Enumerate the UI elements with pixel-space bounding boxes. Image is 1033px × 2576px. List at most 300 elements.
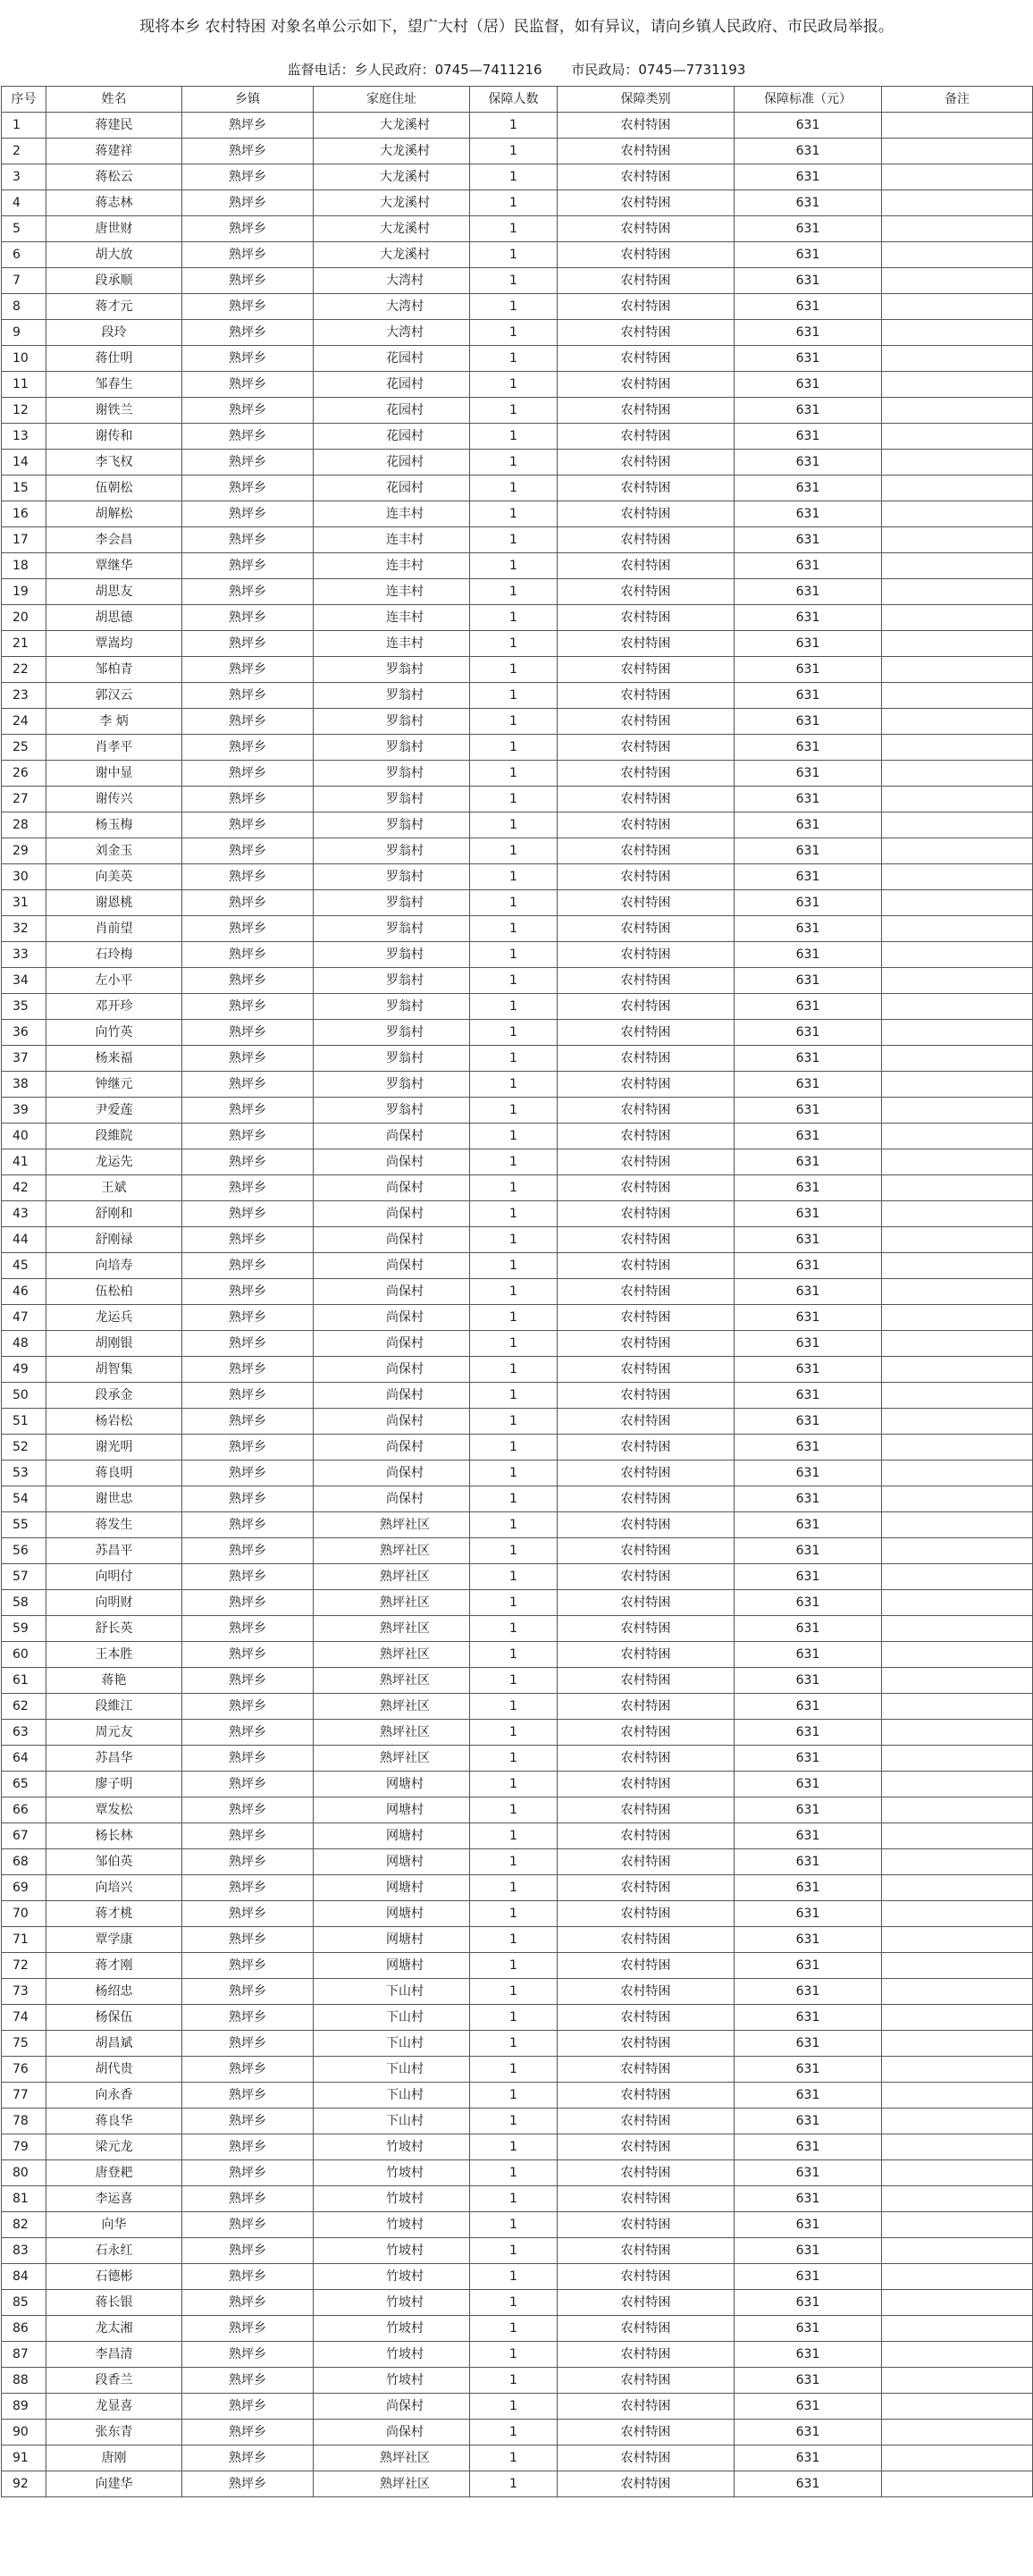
cell-township: 熟坪乡 bbox=[182, 424, 314, 450]
cell-township: 熟坪乡 bbox=[182, 1046, 314, 1072]
header-seq: 序号 bbox=[2, 87, 46, 113]
cell-remarks bbox=[882, 761, 1033, 787]
cell-address: 熟坪社区 bbox=[314, 1746, 470, 1772]
cell-seq: 43 bbox=[2, 1201, 46, 1227]
cell-remarks bbox=[882, 2316, 1033, 2342]
cell-name: 石德彬 bbox=[46, 2264, 182, 2290]
cell-category: 农村特困 bbox=[558, 2316, 735, 2342]
cell-seq: 29 bbox=[2, 838, 46, 864]
cell-category: 农村特困 bbox=[558, 2031, 735, 2057]
cell-remarks bbox=[882, 1201, 1033, 1227]
cell-remarks bbox=[882, 1098, 1033, 1124]
cell-name: 邹伯英 bbox=[46, 1849, 182, 1875]
cell-address: 熟坪社区 bbox=[314, 1694, 470, 1720]
cell-category: 农村特困 bbox=[558, 1098, 735, 1124]
cell-address: 花园村 bbox=[314, 346, 470, 372]
cell-address: 网塘村 bbox=[314, 1772, 470, 1797]
cell-seq: 51 bbox=[2, 1409, 46, 1435]
cell-standard: 631 bbox=[735, 294, 882, 320]
table-row bbox=[2, 1383, 1033, 1409]
hotline-township: 监督电话：乡人民政府：0745—7411216 bbox=[287, 62, 542, 78]
cell-standard: 631 bbox=[735, 1383, 882, 1409]
cell-name: 舒长英 bbox=[46, 1616, 182, 1642]
cell-remarks bbox=[882, 2420, 1033, 2446]
cell-standard: 631 bbox=[735, 683, 882, 709]
cell-standard: 631 bbox=[735, 2264, 882, 2290]
cell-standard: 631 bbox=[735, 216, 882, 242]
table-row bbox=[2, 2005, 1033, 2031]
cell-township: 熟坪乡 bbox=[182, 787, 314, 812]
cell-address: 熟坪社区 bbox=[314, 2446, 470, 2471]
cell-category: 农村特困 bbox=[558, 787, 735, 812]
cell-category: 农村特困 bbox=[558, 1668, 735, 1694]
cell-name: 段承金 bbox=[46, 1383, 182, 1409]
cell-category: 农村特困 bbox=[558, 942, 735, 968]
cell-headcount: 1 bbox=[470, 2342, 558, 2368]
cell-township: 熟坪乡 bbox=[182, 1279, 314, 1305]
cell-headcount: 1 bbox=[470, 709, 558, 735]
cell-remarks bbox=[882, 1953, 1033, 1979]
cell-township: 熟坪乡 bbox=[182, 2290, 314, 2316]
cell-standard: 631 bbox=[735, 2238, 882, 2264]
cell-standard: 631 bbox=[735, 1124, 882, 1149]
cell-seq: 81 bbox=[2, 2186, 46, 2212]
cell-category: 农村特困 bbox=[558, 2109, 735, 2134]
cell-standard: 631 bbox=[735, 2471, 882, 2497]
cell-seq: 86 bbox=[2, 2316, 46, 2342]
table-row bbox=[2, 2083, 1033, 2109]
cell-standard: 631 bbox=[735, 2186, 882, 2212]
cell-township: 熟坪乡 bbox=[182, 838, 314, 864]
cell-township: 熟坪乡 bbox=[182, 1927, 314, 1953]
cell-headcount: 1 bbox=[470, 346, 558, 372]
table-row bbox=[2, 968, 1033, 994]
cell-name: 苏昌平 bbox=[46, 1538, 182, 1564]
cell-category: 农村特困 bbox=[558, 994, 735, 1020]
cell-township: 熟坪乡 bbox=[182, 2134, 314, 2160]
cell-township: 熟坪乡 bbox=[182, 1746, 314, 1772]
table-row bbox=[2, 1642, 1033, 1668]
table-row bbox=[2, 890, 1033, 916]
cell-headcount: 1 bbox=[470, 1875, 558, 1901]
cell-standard: 631 bbox=[735, 1875, 882, 1901]
cell-remarks bbox=[882, 476, 1033, 501]
cell-name: 胡代贵 bbox=[46, 2057, 182, 2083]
cell-headcount: 1 bbox=[470, 1046, 558, 1072]
cell-seq: 15 bbox=[2, 476, 46, 501]
table-row bbox=[2, 2394, 1033, 2420]
cell-township: 熟坪乡 bbox=[182, 1486, 314, 1512]
cell-name: 覃学康 bbox=[46, 1927, 182, 1953]
cell-name: 蒋松云 bbox=[46, 164, 182, 190]
cell-address: 大湾村 bbox=[314, 294, 470, 320]
cell-address: 尚保村 bbox=[314, 1149, 470, 1175]
cell-standard: 631 bbox=[735, 1201, 882, 1227]
cell-remarks bbox=[882, 2160, 1033, 2186]
cell-standard: 631 bbox=[735, 1979, 882, 2005]
cell-standard: 631 bbox=[735, 1668, 882, 1694]
cell-category: 农村特困 bbox=[558, 1227, 735, 1253]
cell-township: 熟坪乡 bbox=[182, 994, 314, 1020]
cell-address: 罗翁村 bbox=[314, 838, 470, 864]
table-row bbox=[2, 1616, 1033, 1642]
cell-township: 熟坪乡 bbox=[182, 2109, 314, 2134]
cell-category: 农村特困 bbox=[558, 579, 735, 605]
cell-name: 舒刚禄 bbox=[46, 1227, 182, 1253]
cell-remarks bbox=[882, 1486, 1033, 1512]
cell-address: 尚保村 bbox=[314, 1357, 470, 1383]
table-row bbox=[2, 2212, 1033, 2238]
cell-name: 蒋长银 bbox=[46, 2290, 182, 2316]
cell-name: 覃嵩均 bbox=[46, 631, 182, 657]
cell-standard: 631 bbox=[735, 450, 882, 476]
cell-headcount: 1 bbox=[470, 1098, 558, 1124]
cell-address: 大湾村 bbox=[314, 320, 470, 346]
cell-name: 谢传和 bbox=[46, 424, 182, 450]
cell-category: 农村特困 bbox=[558, 1901, 735, 1927]
cell-remarks bbox=[882, 1279, 1033, 1305]
cell-headcount: 1 bbox=[470, 1486, 558, 1512]
cell-category: 农村特困 bbox=[558, 216, 735, 242]
cell-headcount: 1 bbox=[470, 2316, 558, 2342]
cell-address: 罗翁村 bbox=[314, 735, 470, 761]
cell-headcount: 1 bbox=[470, 1253, 558, 1279]
cell-category: 农村特困 bbox=[558, 657, 735, 683]
cell-category: 农村特困 bbox=[558, 605, 735, 631]
cell-address: 竹坡村 bbox=[314, 2134, 470, 2160]
cell-standard: 631 bbox=[735, 605, 882, 631]
cell-township: 熟坪乡 bbox=[182, 1538, 314, 1564]
table-row bbox=[2, 761, 1033, 787]
cell-standard: 631 bbox=[735, 787, 882, 812]
cell-standard: 631 bbox=[735, 812, 882, 838]
cell-address: 下山村 bbox=[314, 2057, 470, 2083]
table-row bbox=[2, 1124, 1033, 1149]
cell-headcount: 1 bbox=[470, 579, 558, 605]
cell-headcount: 1 bbox=[470, 1538, 558, 1564]
cell-category: 农村特困 bbox=[558, 1072, 735, 1098]
cell-address: 网塘村 bbox=[314, 1875, 470, 1901]
cell-category: 农村特困 bbox=[558, 709, 735, 735]
cell-headcount: 1 bbox=[470, 268, 558, 294]
cell-seq: 12 bbox=[2, 398, 46, 424]
cell-headcount: 1 bbox=[470, 1020, 558, 1046]
cell-address: 下山村 bbox=[314, 2083, 470, 2109]
cell-headcount: 1 bbox=[470, 1720, 558, 1746]
cell-name: 段維江 bbox=[46, 1694, 182, 1720]
cell-remarks bbox=[882, 1020, 1033, 1046]
cell-standard: 631 bbox=[735, 1927, 882, 1953]
table-row bbox=[2, 1875, 1033, 1901]
cell-seq: 10 bbox=[2, 346, 46, 372]
cell-seq: 24 bbox=[2, 709, 46, 735]
cell-address: 花园村 bbox=[314, 398, 470, 424]
cell-address: 尚保村 bbox=[314, 1124, 470, 1149]
cell-township: 熟坪乡 bbox=[182, 1409, 314, 1435]
cell-remarks bbox=[882, 1772, 1033, 1797]
cell-name: 向华 bbox=[46, 2212, 182, 2238]
table-row bbox=[2, 2031, 1033, 2057]
cell-remarks bbox=[882, 838, 1033, 864]
table-row bbox=[2, 864, 1033, 890]
cell-category: 农村特困 bbox=[558, 113, 735, 139]
cell-address: 罗翁村 bbox=[314, 761, 470, 787]
cell-township: 熟坪乡 bbox=[182, 2394, 314, 2420]
cell-seq: 88 bbox=[2, 2368, 46, 2394]
cell-name: 覃发松 bbox=[46, 1797, 182, 1823]
cell-standard: 631 bbox=[735, 1072, 882, 1098]
cell-township: 熟坪乡 bbox=[182, 2471, 314, 2497]
cell-address: 大龙溪村 bbox=[314, 139, 470, 164]
cell-name: 谢光明 bbox=[46, 1435, 182, 1461]
cell-address: 熟坪社区 bbox=[314, 1616, 470, 1642]
cell-remarks bbox=[882, 1746, 1033, 1772]
cell-township: 熟坪乡 bbox=[182, 579, 314, 605]
cell-seq: 50 bbox=[2, 1383, 46, 1409]
cell-headcount: 1 bbox=[470, 1797, 558, 1823]
cell-category: 农村特困 bbox=[558, 320, 735, 346]
cell-remarks bbox=[882, 1227, 1033, 1253]
cell-remarks bbox=[882, 2342, 1033, 2368]
cell-headcount: 1 bbox=[470, 1124, 558, 1149]
cell-seq: 30 bbox=[2, 864, 46, 890]
table-row bbox=[2, 1849, 1033, 1875]
header-address: 家庭住址 bbox=[314, 87, 470, 113]
table-row bbox=[2, 2420, 1033, 2446]
cell-remarks bbox=[882, 1720, 1033, 1746]
cell-headcount: 1 bbox=[470, 1072, 558, 1098]
cell-remarks bbox=[882, 242, 1033, 268]
cell-township: 熟坪乡 bbox=[182, 1849, 314, 1875]
cell-seq: 20 bbox=[2, 605, 46, 631]
cell-remarks bbox=[882, 709, 1033, 735]
cell-headcount: 1 bbox=[470, 1279, 558, 1305]
cell-name: 蒋建祥 bbox=[46, 139, 182, 164]
table-row bbox=[2, 2368, 1033, 2394]
cell-township: 熟坪乡 bbox=[182, 735, 314, 761]
table-row bbox=[2, 1305, 1033, 1331]
cell-standard: 631 bbox=[735, 1357, 882, 1383]
cell-name: 郭汉云 bbox=[46, 683, 182, 709]
cell-township: 熟坪乡 bbox=[182, 916, 314, 942]
cell-headcount: 1 bbox=[470, 1849, 558, 1875]
cell-address: 尚保村 bbox=[314, 1409, 470, 1435]
cell-seq: 33 bbox=[2, 942, 46, 968]
table-row bbox=[2, 1797, 1033, 1823]
cell-township: 熟坪乡 bbox=[182, 2446, 314, 2471]
cell-remarks bbox=[882, 579, 1033, 605]
cell-name: 谢传兴 bbox=[46, 787, 182, 812]
cell-remarks bbox=[882, 1901, 1033, 1927]
cell-remarks bbox=[882, 1072, 1033, 1098]
cell-standard: 631 bbox=[735, 527, 882, 553]
cell-remarks bbox=[882, 1435, 1033, 1461]
cell-name: 舒刚和 bbox=[46, 1201, 182, 1227]
cell-category: 农村特困 bbox=[558, 242, 735, 268]
cell-address: 竹坡村 bbox=[314, 2264, 470, 2290]
table-row bbox=[2, 812, 1033, 838]
cell-standard: 631 bbox=[735, 320, 882, 346]
cell-name: 蒋良华 bbox=[46, 2109, 182, 2134]
cell-name: 杨保伍 bbox=[46, 2005, 182, 2031]
table-row bbox=[2, 1331, 1033, 1357]
cell-standard: 631 bbox=[735, 1435, 882, 1461]
cell-address: 网塘村 bbox=[314, 1953, 470, 1979]
cell-township: 熟坪乡 bbox=[182, 346, 314, 372]
cell-name: 伍松柏 bbox=[46, 1279, 182, 1305]
cell-name: 李飞权 bbox=[46, 450, 182, 476]
cell-address: 罗翁村 bbox=[314, 709, 470, 735]
cell-headcount: 1 bbox=[470, 372, 558, 398]
cell-standard: 631 bbox=[735, 2031, 882, 2057]
cell-name: 邹春生 bbox=[46, 372, 182, 398]
cell-seq: 57 bbox=[2, 1564, 46, 1590]
cell-address: 连丰村 bbox=[314, 553, 470, 579]
cell-name: 向培寿 bbox=[46, 1253, 182, 1279]
cell-standard: 631 bbox=[735, 2446, 882, 2471]
cell-category: 农村特困 bbox=[558, 1253, 735, 1279]
cell-standard: 631 bbox=[735, 476, 882, 501]
cell-seq: 76 bbox=[2, 2057, 46, 2083]
cell-category: 农村特困 bbox=[558, 1435, 735, 1461]
cell-address: 尚保村 bbox=[314, 1279, 470, 1305]
cell-name: 张东青 bbox=[46, 2420, 182, 2446]
cell-category: 农村特困 bbox=[558, 2342, 735, 2368]
cell-category: 农村特困 bbox=[558, 527, 735, 553]
cell-name: 蒋建民 bbox=[46, 113, 182, 139]
cell-address: 竹坡村 bbox=[314, 2342, 470, 2368]
cell-remarks bbox=[882, 424, 1033, 450]
cell-standard: 631 bbox=[735, 1253, 882, 1279]
cell-category: 农村特困 bbox=[558, 1175, 735, 1201]
cell-name: 蒋志林 bbox=[46, 190, 182, 216]
cell-name: 梁元龙 bbox=[46, 2134, 182, 2160]
cell-address: 网塘村 bbox=[314, 1797, 470, 1823]
cell-headcount: 1 bbox=[470, 1746, 558, 1772]
cell-headcount: 1 bbox=[470, 787, 558, 812]
cell-township: 熟坪乡 bbox=[182, 1823, 314, 1849]
cell-address: 熟坪社区 bbox=[314, 1720, 470, 1746]
cell-headcount: 1 bbox=[470, 2212, 558, 2238]
cell-standard: 631 bbox=[735, 1720, 882, 1746]
cell-headcount: 1 bbox=[470, 2160, 558, 2186]
table-row bbox=[2, 1461, 1033, 1486]
cell-township: 熟坪乡 bbox=[182, 268, 314, 294]
cell-category: 农村特困 bbox=[558, 1279, 735, 1305]
cell-remarks bbox=[882, 190, 1033, 216]
cell-name: 周元友 bbox=[46, 1720, 182, 1746]
table-row bbox=[2, 1201, 1033, 1227]
cell-remarks bbox=[882, 2083, 1033, 2109]
cell-name: 蒋才桃 bbox=[46, 1901, 182, 1927]
cell-remarks bbox=[882, 2264, 1033, 2290]
cell-township: 熟坪乡 bbox=[182, 527, 314, 553]
cell-seq: 39 bbox=[2, 1098, 46, 1124]
table-row bbox=[2, 2238, 1033, 2264]
cell-township: 熟坪乡 bbox=[182, 1331, 314, 1357]
cell-name: 龙运兵 bbox=[46, 1305, 182, 1331]
cell-address: 连丰村 bbox=[314, 605, 470, 631]
table-row bbox=[2, 1538, 1033, 1564]
cell-address: 大龙溪村 bbox=[314, 164, 470, 190]
table-row bbox=[2, 1435, 1033, 1461]
cell-remarks bbox=[882, 683, 1033, 709]
cell-address: 罗翁村 bbox=[314, 657, 470, 683]
cell-standard: 631 bbox=[735, 1461, 882, 1486]
cell-address: 尚保村 bbox=[314, 2420, 470, 2446]
cell-category: 农村特困 bbox=[558, 1849, 735, 1875]
cell-category: 农村特困 bbox=[558, 346, 735, 372]
cell-township: 熟坪乡 bbox=[182, 864, 314, 890]
cell-seq: 40 bbox=[2, 1124, 46, 1149]
table-row bbox=[2, 268, 1033, 294]
cell-address: 花园村 bbox=[314, 372, 470, 398]
cell-township: 熟坪乡 bbox=[182, 294, 314, 320]
cell-remarks bbox=[882, 320, 1033, 346]
cell-address: 熟坪社区 bbox=[314, 2471, 470, 2497]
table-row bbox=[2, 1720, 1033, 1746]
cell-standard: 631 bbox=[735, 1590, 882, 1616]
cell-standard: 631 bbox=[735, 1797, 882, 1823]
cell-township: 熟坪乡 bbox=[182, 2031, 314, 2057]
table-row bbox=[2, 1149, 1033, 1175]
cell-headcount: 1 bbox=[470, 1979, 558, 2005]
cell-category: 农村特困 bbox=[558, 1927, 735, 1953]
cell-seq: 83 bbox=[2, 2238, 46, 2264]
cell-seq: 34 bbox=[2, 968, 46, 994]
cell-category: 农村特困 bbox=[558, 476, 735, 501]
cell-category: 农村特困 bbox=[558, 1642, 735, 1668]
cell-seq: 26 bbox=[2, 761, 46, 787]
cell-headcount: 1 bbox=[470, 657, 558, 683]
table-row bbox=[2, 1072, 1033, 1098]
cell-township: 熟坪乡 bbox=[182, 2005, 314, 2031]
cell-seq: 52 bbox=[2, 1435, 46, 1461]
cell-township: 熟坪乡 bbox=[182, 1772, 314, 1797]
cell-headcount: 1 bbox=[470, 1772, 558, 1797]
cell-headcount: 1 bbox=[470, 424, 558, 450]
cell-headcount: 1 bbox=[470, 1435, 558, 1461]
cell-category: 农村特困 bbox=[558, 2446, 735, 2471]
cell-standard: 631 bbox=[735, 164, 882, 190]
cell-standard: 631 bbox=[735, 2290, 882, 2316]
cell-headcount: 1 bbox=[470, 164, 558, 190]
cell-name: 覃继华 bbox=[46, 553, 182, 579]
cell-address: 罗翁村 bbox=[314, 1046, 470, 1072]
cell-seq: 75 bbox=[2, 2031, 46, 2057]
cell-seq: 77 bbox=[2, 2083, 46, 2109]
table-row bbox=[2, 2264, 1033, 2290]
cell-seq: 67 bbox=[2, 1823, 46, 1849]
cell-remarks bbox=[882, 994, 1033, 1020]
cell-headcount: 1 bbox=[470, 1694, 558, 1720]
cell-name: 胡刚银 bbox=[46, 1331, 182, 1357]
cell-address: 熟坪社区 bbox=[314, 1538, 470, 1564]
table-row bbox=[2, 1694, 1033, 1720]
cell-address: 竹坡村 bbox=[314, 2238, 470, 2264]
cell-township: 熟坪乡 bbox=[182, 450, 314, 476]
cell-remarks bbox=[882, 1849, 1033, 1875]
cell-remarks bbox=[882, 1305, 1033, 1331]
cell-headcount: 1 bbox=[470, 1953, 558, 1979]
cell-address: 大龙溪村 bbox=[314, 216, 470, 242]
cell-township: 熟坪乡 bbox=[182, 164, 314, 190]
cell-name: 胡思德 bbox=[46, 605, 182, 631]
cell-address: 尚保村 bbox=[314, 1227, 470, 1253]
cell-address: 尚保村 bbox=[314, 1461, 470, 1486]
cell-seq: 60 bbox=[2, 1642, 46, 1668]
table-row bbox=[2, 1253, 1033, 1279]
